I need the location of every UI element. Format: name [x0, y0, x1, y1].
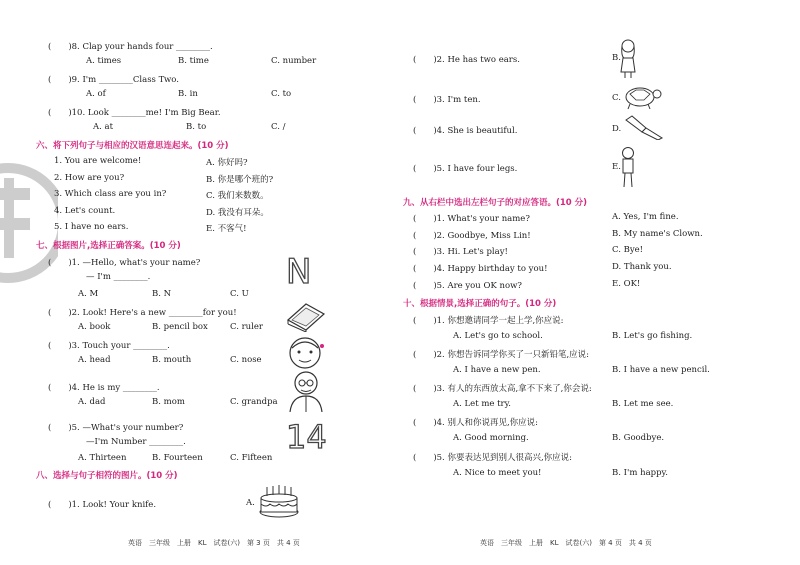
s8-q5-stem: ( )5. I have four legs.	[413, 164, 518, 174]
s9-right-b: B. My name's Clown.	[612, 229, 703, 239]
s7-q5-line2: —I'm Number ________.	[86, 437, 186, 447]
letter-n-picture: N	[286, 252, 312, 292]
number-14-picture: 14	[286, 418, 327, 456]
q10-stem: ( )10. Look ________me! I'm Big Bear.	[48, 108, 221, 118]
s10-q4-a: A. Good morning.	[453, 433, 529, 443]
s10-q3-stem: ( )3. 有人的东西放太高,拿不下来了,你会说:	[413, 384, 592, 394]
s8-q2-stem: ( )2. He has two ears.	[413, 55, 520, 65]
q8-option-b: B. time	[178, 56, 209, 66]
s10-q5-stem: ( )5. 你要表达见到别人很高兴,你应说:	[413, 453, 573, 463]
q8-stem: ( )8. Clap your hands four ________.	[48, 42, 213, 52]
s9-left-4: ( )4. Happy birthday to you!	[413, 264, 548, 274]
section8-title: 八、选择与句子相符的图片。(10 分)	[36, 471, 178, 481]
s6-left-5: 5. I have no ears.	[54, 222, 129, 232]
book-picture	[284, 300, 326, 332]
s6-right-c: C. 我们来数数。	[206, 191, 269, 201]
s7-q2-option-b: B. pencil box	[152, 322, 208, 332]
face-picture	[286, 334, 326, 370]
s7-q3-option-c: C. nose	[230, 355, 262, 365]
s7-q3-stem: ( )3. Touch your ________.	[48, 341, 170, 351]
s7-q1-option-a: A. M	[78, 289, 99, 299]
s7-q1-line1: ( )1. —Hello, what's your name?	[48, 258, 201, 268]
s9-right-d: D. Thank you.	[612, 262, 672, 272]
s9-right-c: C. Bye!	[612, 245, 644, 255]
s7-q4-option-a: A. dad	[78, 397, 106, 407]
s7-q5-line1: ( )5. —What's your number?	[48, 423, 184, 433]
s8-q1-option: A.	[246, 498, 255, 508]
s9-left-5: ( )5. Are you OK now?	[413, 281, 522, 291]
s9-right-a: A. Yes, I'm fine.	[612, 212, 679, 222]
s10-q1-stem: ( )1. 你想邀请同学一起上学,你应说:	[413, 316, 564, 326]
q10-option-c: C. /	[271, 122, 286, 132]
s6-right-a: A. 你好吗?	[206, 158, 248, 168]
q9-option-b: B. in	[178, 89, 198, 99]
section7-title: 七、根据图片,选择正确答案。(10 分)	[36, 241, 181, 251]
s6-left-1: 1. You are welcome!	[54, 156, 142, 166]
s7-q2-option-a: A. book	[78, 322, 111, 332]
s10-q5-b: B. I'm happy.	[612, 468, 668, 478]
s7-q1-line2: — I'm ________.	[86, 272, 151, 282]
s7-q5-option-c: C. Fifteen	[230, 453, 273, 463]
s9-left-1: ( )1. What's your name?	[413, 214, 530, 224]
s8-q1-stem: ( )1. Look! Your knife.	[48, 500, 157, 510]
knife-picture	[624, 114, 664, 140]
s8-q4-stem: ( )4. She is beautiful.	[413, 126, 518, 136]
s10-q2-b: B. I have a new pencil.	[612, 365, 710, 375]
section6-title: 六、将下列句子与相应的汉语意思连起来。(10 分)	[36, 141, 229, 151]
q10-option-a: A. at	[93, 122, 114, 132]
s7-q5-option-b: B. Fourteen	[152, 453, 203, 463]
grandpa-picture	[286, 368, 326, 412]
s10-q5-a: A. Nice to meet you!	[453, 468, 542, 478]
s6-left-3: 3. Which class are you in?	[54, 189, 167, 199]
s10-q2-a: A. I have a new pen.	[453, 365, 541, 375]
s7-q4-option-b: B. mom	[152, 397, 185, 407]
turtle-picture	[620, 82, 662, 110]
s10-q3-b: B. Let me see.	[612, 399, 674, 409]
section10-title: 十、根据情景,选择正确的句子。(10 分)	[403, 299, 557, 309]
s7-q1-option-b: B. N	[152, 289, 172, 299]
s9-right-e: E. OK!	[612, 279, 641, 289]
s10-q2-stem: ( )2. 你想告诉同学你买了一只新铅笔,应说:	[413, 350, 590, 360]
s10-q3-a: A. Let me try.	[453, 399, 511, 409]
stamp-watermark	[0, 148, 58, 298]
s8-q3-stem: ( )3. I'm ten.	[413, 95, 481, 105]
q8-option-c: C. number	[271, 56, 317, 66]
left-footer: 英语 三年级 上册 KL 试卷(六) 第 3 页 共 4 页	[128, 539, 300, 547]
s9-left-2: ( )2. Goodbye, Miss Lin!	[413, 231, 531, 241]
s6-right-d: D. 我没有耳朵。	[206, 208, 269, 218]
s7-q2-stem: ( )2. Look! Here's a new ________for you!	[48, 308, 237, 318]
s8-q3-option: C.	[612, 93, 621, 103]
s7-q1-option-c: C. U	[230, 289, 249, 299]
s7-q4-option-c: C. grandpa	[230, 397, 278, 407]
boy-picture	[618, 146, 638, 188]
s7-q3-option-a: A. head	[78, 355, 111, 365]
girl-picture	[618, 38, 638, 78]
cake-picture	[257, 482, 301, 518]
s10-q1-b: B. Let's go fishing.	[612, 331, 693, 341]
s10-q1-a: A. Let's go to school.	[453, 331, 543, 341]
s8-q4-option: D.	[612, 124, 622, 134]
s10-q4-b: B. Goodbye.	[612, 433, 665, 443]
s6-left-4: 4. Let's count.	[54, 206, 116, 216]
s9-left-3: ( )3. Hi. Let's play!	[413, 247, 508, 257]
q8-option-a: A. times	[86, 56, 122, 66]
s6-right-e: E. 不客气!	[206, 224, 247, 234]
q9-option-c: C. to	[271, 89, 292, 99]
section9-title: 九、从右栏中选出左栏句子的对应答语。(10 分)	[403, 198, 588, 208]
q9-option-a: A. of	[86, 89, 106, 99]
right-footer: 英语 三年级 上册 KL 试卷(六) 第 4 页 共 4 页	[480, 539, 652, 547]
s7-q3-option-b: B. mouth	[152, 355, 192, 365]
q9-stem: ( )9. I'm ________Class Two.	[48, 75, 179, 85]
q10-option-b: B. to	[186, 122, 207, 132]
s7-q2-option-c: C. ruler	[230, 322, 263, 332]
s7-q5-option-a: A. Thirteen	[78, 453, 127, 463]
s6-left-2: 2. How are you?	[54, 173, 125, 183]
s10-q4-stem: ( )4. 别人和你说再见,你应说:	[413, 418, 539, 428]
s6-right-b: B. 你是哪个班的?	[206, 175, 274, 185]
s8-q2-option: B.	[612, 53, 621, 63]
s7-q4-stem: ( )4. He is my ________.	[48, 383, 160, 393]
s8-q5-option: E.	[612, 162, 621, 172]
